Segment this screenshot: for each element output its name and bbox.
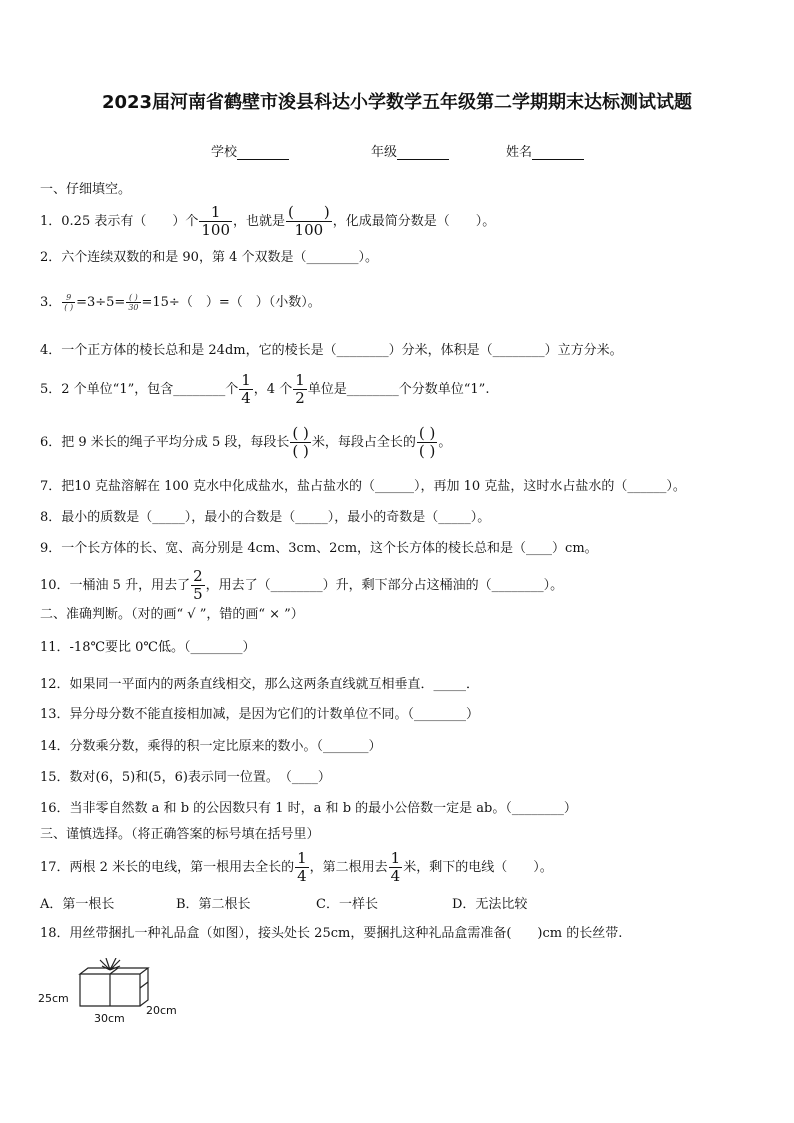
q5-fraction-2: $\frac{1}{2}$ (295, 371, 305, 407)
figure-height-label: 25cm (38, 992, 69, 1005)
q17-option-d[interactable]: D．无法比较 (452, 897, 528, 912)
school-blank[interactable] (237, 145, 289, 160)
figure-length-label: 30cm (94, 1012, 125, 1025)
q6-fraction-2: $\frac{( )}{( )}$ (418, 424, 436, 460)
question-18: 18．用丝带捆扎一种礼品盒（如图），接头处长 25cm，要捆扎这种礼品盒需准备( )cm 的长丝带. (40, 926, 623, 941)
q1-text-c: ，化成最简分数是（ ）。 (332, 214, 496, 229)
question-14: 14．分数乘分数，乘得的积一定比原来的数小。（_______） (40, 739, 382, 754)
q3-text-c: =15÷（ ）=（ ）（小数）。 (141, 295, 321, 310)
question-12: 12．如果同一平面内的两条直线相交，那么这两条直线就互相垂直．_____． (40, 677, 480, 692)
q5-fraction-1: $\frac{1}{4}$ (241, 371, 251, 407)
page-title: 2023届河南省鹤壁市浚县科达小学数学五年级第二学期期末达标测试试题 (101, 92, 693, 113)
q5-text-a: 5．2 个单位“1”，包含________个 (40, 382, 239, 397)
q17-option-c[interactable]: C．一样长 (316, 897, 378, 912)
question-15: 15．数对(6，5)和(5，6)表示同一位置。 （____） (40, 770, 331, 785)
grade-blank[interactable] (397, 145, 449, 160)
q6-text-a: 6．把 9 米长的绳子平均分成 5 段，每段长 (40, 435, 290, 450)
question-6 (40, 425, 451, 460)
question-1 (40, 204, 495, 239)
name-field (506, 141, 584, 160)
school-label: 学校 (211, 145, 238, 160)
school-field (211, 141, 289, 160)
q1-fraction-1: $\frac{1}{100}$ (201, 203, 230, 239)
question-11: 11．-18℃要比 0℃低。（________） (40, 640, 256, 655)
name-blank[interactable] (532, 145, 584, 160)
section-2-heading: 二、准确判断。（对的画“ √ ”，错的画“ × ”） (40, 607, 304, 622)
q17-option-a[interactable]: A．第一根长 (40, 897, 115, 912)
q3-text-a: 3． (40, 295, 62, 310)
figure-width-label: 20cm (146, 1004, 177, 1017)
q3-fraction-2: $\frac{( )}{30}$ (128, 293, 139, 312)
q17-option-b[interactable]: B．第二根长 (176, 897, 251, 912)
question-17 (40, 850, 553, 885)
q1-text-b: ，也就是 (233, 214, 286, 229)
q10-text-a: 10．一桶油 5 升，用去了 (40, 578, 191, 593)
q10-text-b: ，用去了（________）升，剩下部分占这桶油的（________）。 (205, 578, 564, 593)
q6-fraction-1: $\frac{( )}{( )}$ (292, 424, 309, 460)
question-2: 2．六个连续双数的和是 90，第 4 个双数是（________）。 (40, 250, 378, 265)
grade-field (371, 141, 449, 160)
question-4: 4．一个正方体的棱长总和是 24dm，它的棱长是（________）分米，体积是（________）立方分米。 (40, 343, 623, 358)
q17-fraction-1: $\frac{1}{4}$ (297, 849, 307, 885)
q5-text-c: 单位是________个分数单位“1”. (307, 382, 490, 397)
question-8: 8．最小的质数是（_____），最小的合数是（_____），最小的奇数是（_____）。 (40, 510, 491, 525)
question-10 (40, 568, 563, 603)
q6-text-c: 。 (438, 435, 452, 450)
q3-fraction-1: $\frac{9}{( )}$ (64, 293, 74, 312)
q17-text-a: 17．两根 2 米长的电线，第一根用去全长的 (40, 860, 295, 875)
q10-fraction: $\frac{2}{5}$ (193, 567, 203, 603)
name-label: 姓名 (506, 145, 533, 160)
question-9: 9．一个长方体的长、宽、高分别是 4cm、3cm、2cm，这个长方体的棱长总和是（____）cm。 (40, 541, 598, 556)
q1-fraction-2: $\frac{( )}{100}$ (288, 203, 330, 239)
section-1-heading: 一、仔细填空。 (40, 182, 132, 197)
q17-text-b: ，第二根用去 (309, 860, 388, 875)
q17-text-c: 米，剩下的电线（ ）。 (403, 860, 553, 875)
q17-fraction-2: $\frac{1}{4}$ (390, 849, 401, 885)
gift-box-figure (36, 958, 186, 1028)
question-16: 16．当非零自然数 a 和 b 的公因数只有 1 时，a 和 b 的最小公倍数一定是 ab。（________） (40, 801, 577, 816)
question-3 (40, 293, 321, 312)
q6-text-b: 米，每段占全长的 (311, 435, 416, 450)
question-13: 13．异分母分数不能直接相加减，是因为它们的计数单位不同。（________） (40, 707, 480, 722)
section-3-heading: 三、谨慎选择。（将正确答案的标号填在括号里） (40, 827, 320, 842)
q3-text-b: =3÷5= (76, 295, 126, 310)
grade-label: 年级 (371, 145, 398, 160)
q5-text-b: ，4 个 (253, 382, 293, 397)
question-5 (40, 372, 489, 407)
question-7: 7．把10 克盐溶解在 100 克水中化成盐水，盐占盐水的（______），再加 10 克盐，这时水占盐水的（______）。 (40, 479, 686, 494)
q1-text-a: 1．0.25 表示有（ ）个 (40, 214, 199, 229)
